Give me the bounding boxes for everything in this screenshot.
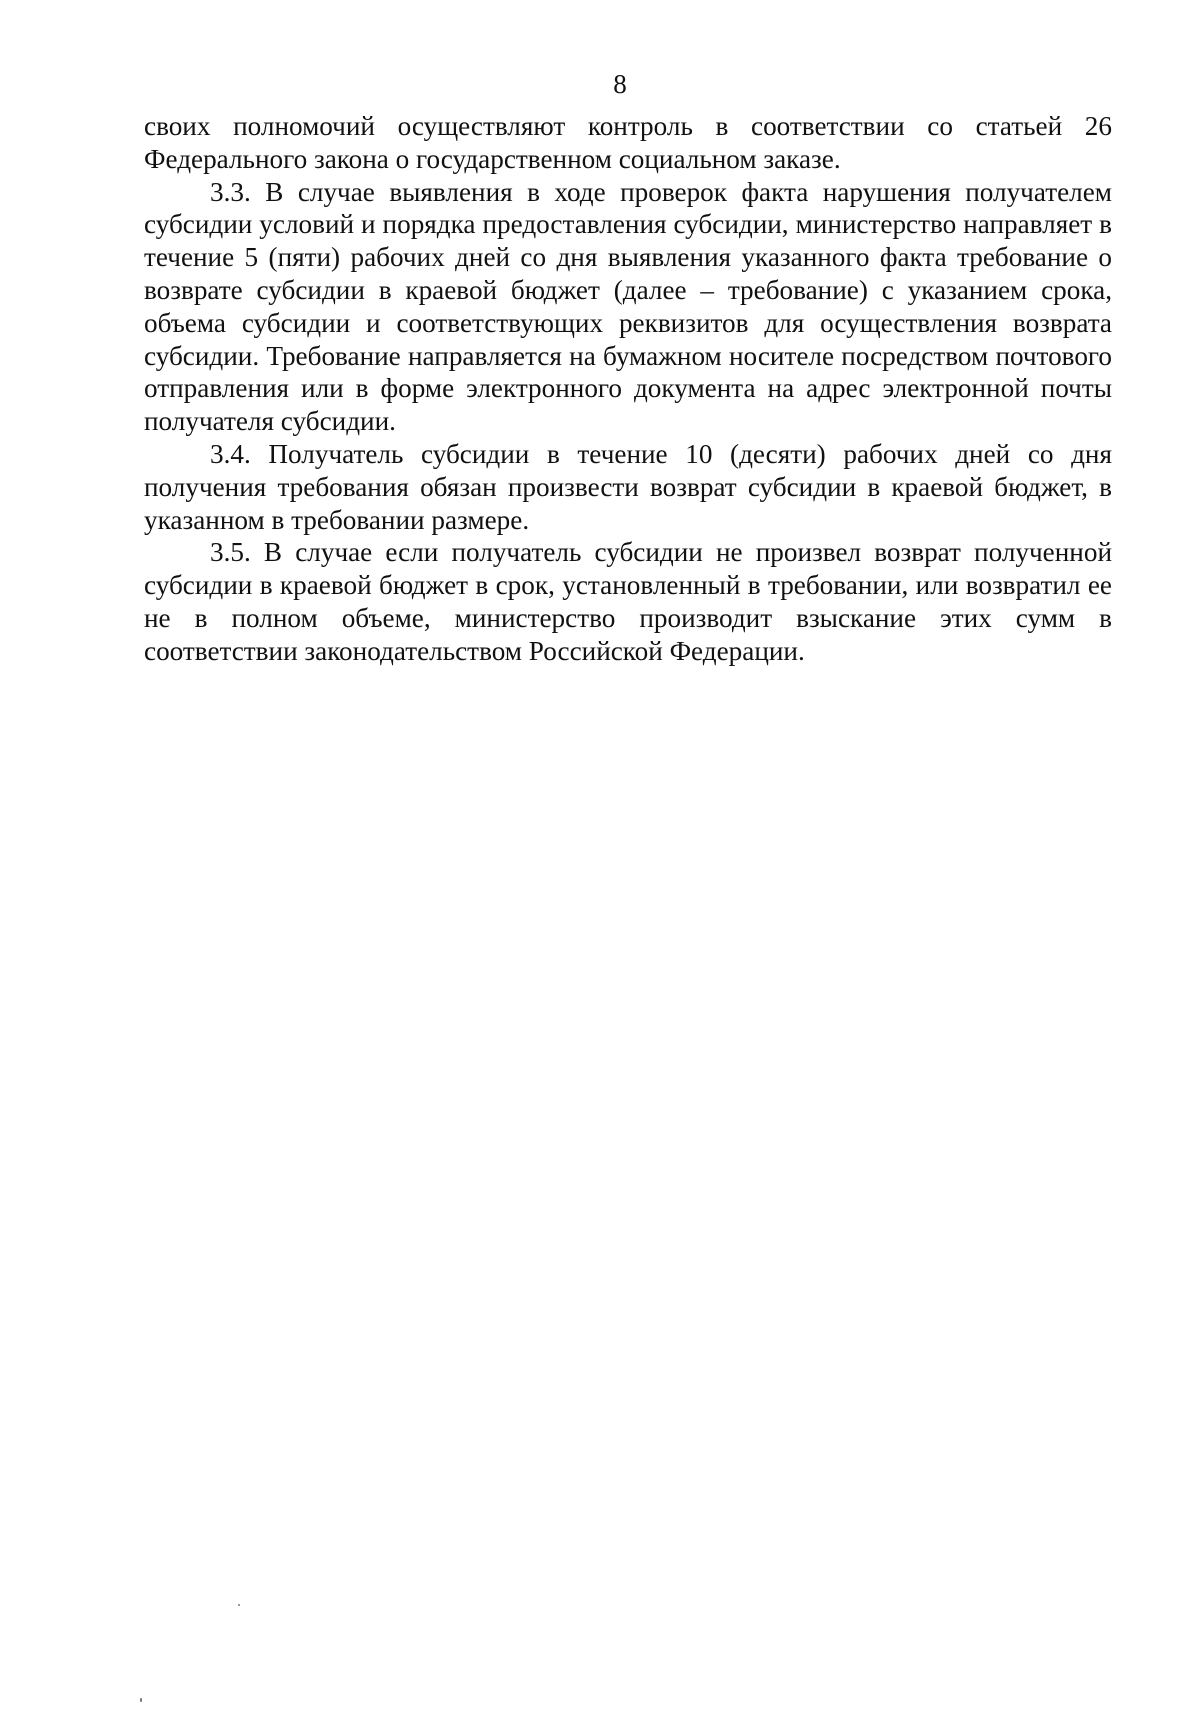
paragraph-3-5: 3.5. В случае если получатель субсидии не произвел возврат полученной субсидии в краевой бюджет в срок, установленный в требовании, или возвратил ее не в полном объеме, министерство производит взыскание этих сумм в соответствии законодательством Российской Федерации. [144,537,1112,666]
scan-speck [238,1604,240,1606]
paragraph-3-3: 3.3. В случае выявления в ходе проверок факта нарушения получателем субсидии условий и порядка предоставления субсидии, министерство направляет в течение 5 (пяти) рабочих дней со дня выявления указанного факта требование о возврате субсидии в краевой бюджет (далее – требование) с указанием срока, объема субсидии и соответствующих реквизитов для осуществления возврата субсидии. Требование направляется на бумажном носителе посредством почтового отправления или в форме электронного документа на адрес электронной почты получателя субсидии. [144,176,1112,437]
paragraph-continuation: своих полномочий осуществляют контроль в соответствии со статьей 26 Федерального закона о государственном социальном заказе. [144,111,1112,174]
document-body [144,110,1112,668]
scan-speck [140,1698,142,1702]
paragraph-3-4: 3.4. Получатель субсидии в течение 10 (десяти) рабочих дней со дня получения требования обязан произвести возврат субсидии в краевой бюджет, в указанном в требовании размере. [144,438,1112,535]
page-number: 8 [613,69,627,99]
